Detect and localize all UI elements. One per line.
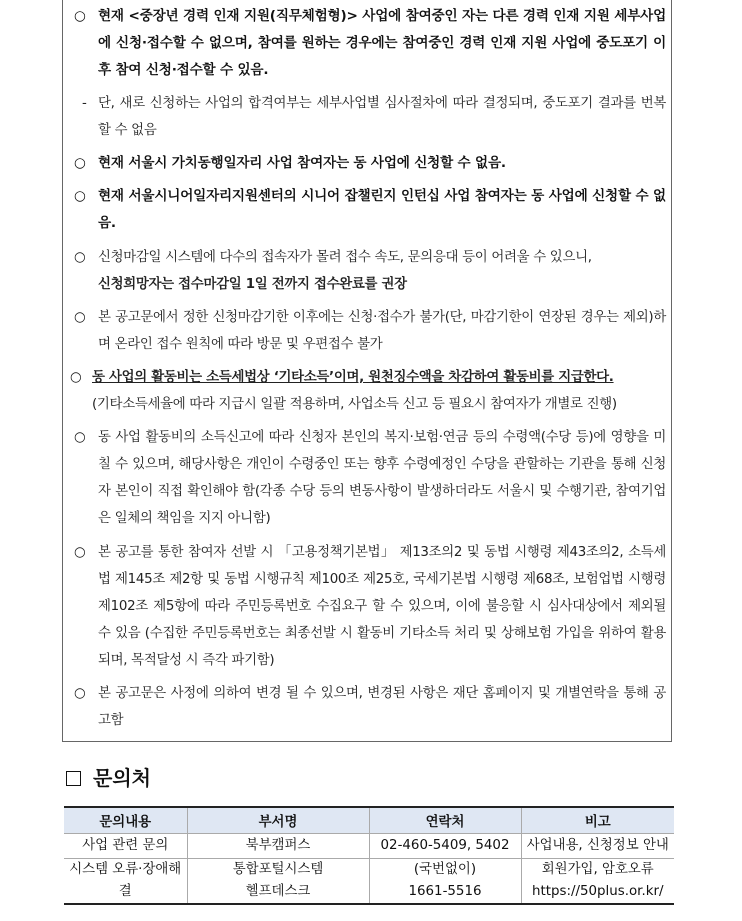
table-cell: 북부캠퍼스	[187, 834, 369, 859]
column-header: 부서명	[187, 807, 369, 834]
notice-text: 현재 <중장년 경력 인재 지원(직무체험형)> 사업에 참여중인 자는 다른 경력 인재 지원 세부사업에 신청·접수할 수 없으며, 참여를 원하는 경우에는 참여중인 경력 인재 지원 사업에 중도포기 이후 참여 신청·접수할 수 있음.	[98, 8, 666, 78]
table-row	[64, 834, 674, 859]
circle-bullet-icon: ○	[74, 686, 86, 701]
circle-bullet-icon: ○	[74, 430, 86, 445]
notice-item-1	[74, 3, 666, 84]
contact-table	[64, 806, 674, 905]
notice-emphasis: 신청희망자는 접수마감일 1일 전까지 접수완료를 권장	[98, 277, 407, 292]
circle-bullet-icon: ○	[74, 250, 86, 265]
column-header: 비고	[521, 807, 674, 834]
table-cell: 사업 관련 문의	[64, 834, 187, 859]
circle-bullet-icon: ○	[74, 8, 86, 24]
notice-text: 단, 새로 신청하는 사업의 합격여부는 세부사업별 심사절차에 따라 결정되며, 중도포기 결과를 번복할 수 없음	[98, 96, 666, 138]
table-cell: 02-460-5409, 5402	[369, 834, 521, 859]
column-header: 연락처	[369, 807, 521, 834]
notice-text: 본 공고를 통한 참여자 선발 시 「고용정책기본법」 제13조의2 및 동법 시행령 제43조의2, 소득세법 제145조 제2항 및 동법 시행규칙 제100조 제25호, 국세기본법 시행령 제68조, 보험업법 시행령 제102조 제5항에 따라 주민등록번호 수집요구 할 수 있으며, 이에 불응할 시 심사대상에서 제외될 수 있음 (수집한 주민등록번호는 최종선발 시 활동비 기타소득 처리 및 상해보험 가입을 위하여 활용되며, 목적달성 시 즉각 파기함)	[98, 545, 666, 668]
notice-item-9	[74, 539, 666, 674]
table-cell: 회원가입, 암호오류 https://50plus.or.kr/	[521, 859, 674, 905]
notice-text: 본 공고문은 사정에 의하여 변경 될 수 있으며, 변경된 사항은 재단 홈페이지 및 개별연락을 통해 공고함	[98, 686, 666, 728]
circle-bullet-icon: ○	[74, 155, 86, 171]
circle-bullet-icon: ○	[74, 310, 86, 325]
column-header: 문의내용	[64, 807, 187, 834]
notice-item-8	[74, 424, 666, 532]
table-cell: 사업내용, 신청정보 안내	[521, 834, 674, 859]
circle-bullet-icon: ○	[74, 545, 86, 560]
notice-text: 현재 서울시 가치동행일자리 사업 참여자는 동 사업에 신청할 수 없음.	[98, 155, 506, 171]
dash-bullet-icon: -	[82, 96, 87, 111]
notice-item-4	[74, 183, 666, 237]
table-cell: (국번없이) 1661-5516	[369, 859, 521, 905]
section-title: 문의처	[66, 764, 151, 792]
notice-text: 본 공고문에서 정한 신청마감기한 이후에는 신청·접수가 불가(단, 마감기한이 연장된 경우는 제외)하며 온라인 접수 원칙에 따라 방문 및 우편접수 불가	[98, 310, 666, 352]
notice-item-2	[74, 90, 666, 144]
notice-underlined-text: 동 사업의 활동비는 소득세법상 ‘기타소득’이며, 원천징수액을 차감하여 활동비를 지급한다.	[92, 370, 614, 385]
circle-bullet-icon: ○	[74, 188, 86, 204]
square-bullet-icon	[66, 771, 81, 786]
homepage-link[interactable]: https://50plus.or.kr/	[532, 884, 664, 899]
notice-text: 신청마감일 시스템에 다수의 접속자가 몰려 접수 속도, 문의응대 등이 어려울 수 있으니,	[98, 250, 592, 265]
notice-item-10	[74, 680, 666, 734]
notice-item-7	[70, 364, 666, 418]
notice-item-6	[74, 304, 666, 358]
notice-text: 현재 서울시니어일자리지원센터의 시니어 잡챌린지 인턴십 사업 참여자는 동 사업에 신청할 수 없음.	[98, 188, 666, 231]
table-header-row	[64, 807, 674, 834]
table-cell: 통합포털시스템 헬프데스크	[187, 859, 369, 905]
notice-item-5	[74, 244, 666, 298]
table-cell: 시스템 오류·장애해결	[64, 859, 187, 905]
notice-text: 동 사업 활동비의 소득신고에 따라 신청자 본인의 복지·보험·연금 등의 수령액(수당 등)에 영향을 미칠 수 있으며, 해당사항은 개인이 수령중인 또는 향후 수령예정인 수당을 관할하는 기관을 통해 신청자 본인이 직접 확인해야 함(각종 수당 등의 변동사항이 발생하더라도 서울시 및 수행기관, 참여기업은 일체의 책임을 지지 아니함)	[98, 430, 666, 526]
circle-bullet-icon: ○	[70, 370, 82, 385]
notice-item-3	[74, 150, 666, 177]
notice-text: (기타소득세율에 따라 지급시 일괄 적용하며, 사업소득 신고 등 필요시 참여자가 개별로 진행)	[92, 397, 617, 412]
table-row	[64, 859, 674, 905]
